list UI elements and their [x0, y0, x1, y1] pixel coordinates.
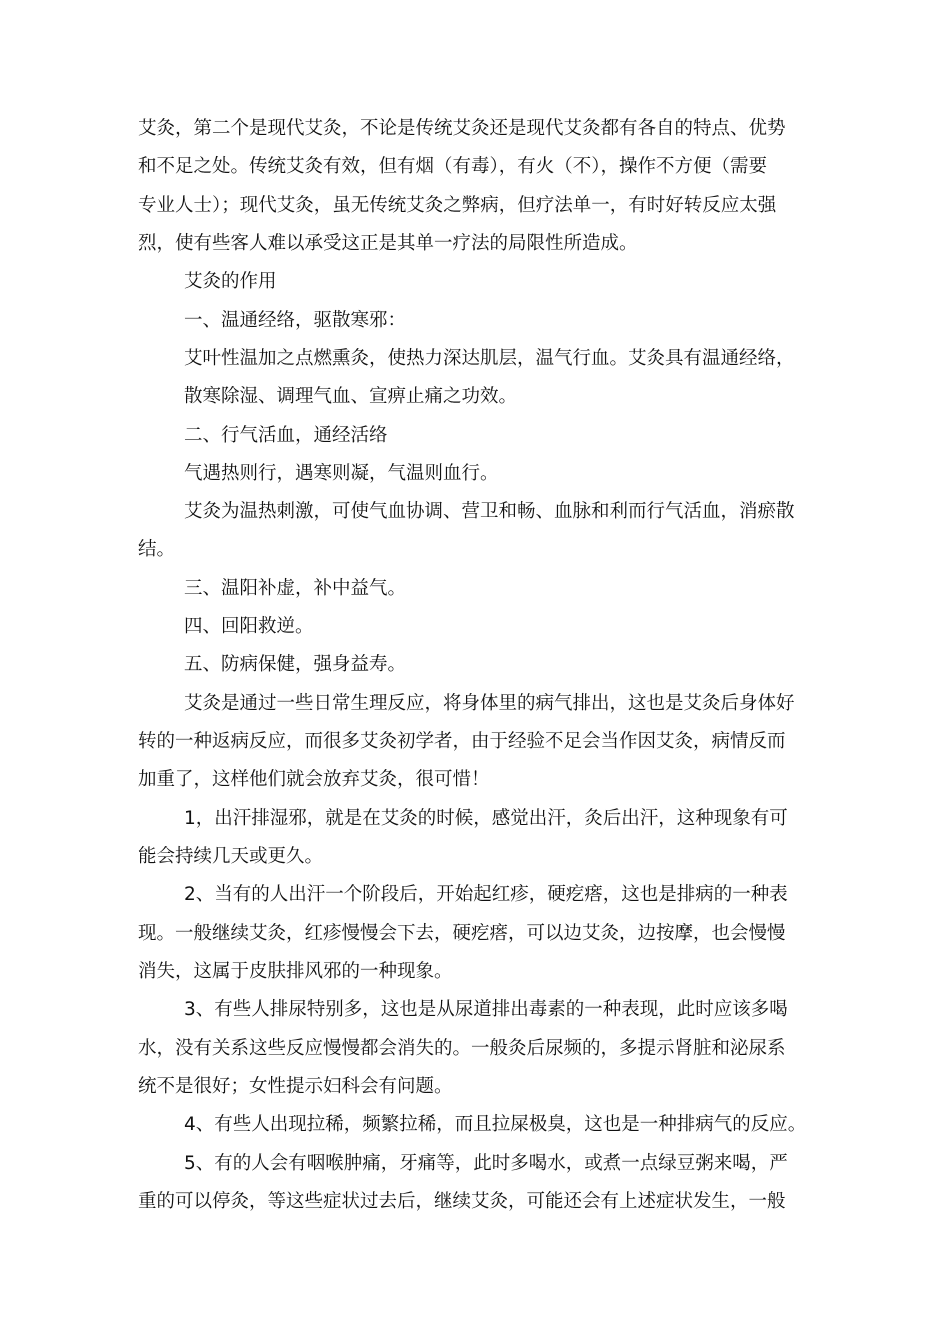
text-line: 烈，使有些客人难以承受这正是其单一疗法的局限性所造成。	[138, 233, 638, 254]
section-heading: 二、行气活血，通经活络	[184, 425, 388, 446]
section-heading: 艾灸的作用	[184, 271, 277, 292]
list-item-text: 1，出汗排湿邪，就是在艾灸的时候，感觉出汗，灸后出汗，这种现象有可	[184, 808, 788, 829]
text-line: 结。	[138, 539, 176, 560]
section-heading: 四、回阳救逆。	[184, 616, 314, 637]
section-heading: 五、防病保健，强身益寿。	[184, 654, 407, 675]
text-line: 散寒除湿、调理气血、宣痹止痛之功效。	[184, 386, 518, 407]
text-line: 艾灸为温热刺激，可使气血协调、营卫和畅、血脉和利而行气活血，消瘀散	[184, 501, 795, 522]
list-item-text: 4、有些人出现拉稀，频繁拉稀，而且拉屎极臭，这也是一种排病气的反应。	[184, 1114, 807, 1135]
text-line: 和不足之处。传统艾灸有效，但有烟（有毒），有火（不），操作不方便（需要	[138, 156, 768, 177]
text-line: 艾叶性温加之点燃熏灸，使热力深达肌层，温气行血。艾灸具有温通经络，	[184, 348, 795, 369]
text-line: 艾灸是通过一些日常生理反应，将身体里的病气排出，这也是艾灸后身体好	[184, 693, 795, 714]
list-item-text: 2、当有的人出汗一个阶段后，开始起红疹，硬疙瘩，这也是排病的一种表	[184, 884, 788, 905]
section-heading: 三、温阳补虚，补中益气。	[184, 578, 407, 599]
text-line: 气遇热则行，遇寒则凝，气温则血行。	[184, 463, 499, 484]
text-line: 专业人士）；现代艾灸，虽无传统艾灸之弊病，但疗法单一，有时好转反应太强	[138, 195, 777, 216]
text-line: 加重了，这样他们就会放弃艾灸，很可惜！	[138, 769, 490, 790]
list-item-text: 3、有些人排尿特别多，这也是从尿道排出毒素的一种表现，此时应该多喝	[184, 999, 788, 1020]
list-item-text: 统不是很好；女性提示妇科会有问题。	[138, 1076, 453, 1097]
list-item-text: 重的可以停灸，等这些症状过去后，继续艾灸，可能还会有上述症状发生，一般	[138, 1191, 786, 1212]
list-item-text: 5、有的人会有咽喉肿痛，牙痛等，此时多喝水，或煮一点绿豆粥来喝，严	[184, 1153, 788, 1174]
list-item-text: 消失，这属于皮肤排风邪的一种现象。	[138, 961, 453, 982]
list-item-text: 水，没有关系这些反应慢慢都会消失的。一般灸后尿频的，多提示肾脏和泌尿系	[138, 1038, 786, 1059]
text-line: 转的一种返病反应，而很多艾灸初学者，由于经验不足会当作因艾灸，病情反而	[138, 731, 786, 752]
section-heading: 一、温通经络，驱散寒邪：	[184, 310, 407, 331]
list-item-text: 现。一般继续艾灸，红疹慢慢会下去，硬疙瘩，可以边艾灸，边按摩，也会慢慢	[138, 923, 786, 944]
text-line: 艾灸，第二个是现代艾灸，不论是传统艾灸还是现代艾灸都有各自的特点、优势	[138, 118, 786, 139]
list-item-text: 能会持续几天或更久。	[138, 846, 324, 867]
